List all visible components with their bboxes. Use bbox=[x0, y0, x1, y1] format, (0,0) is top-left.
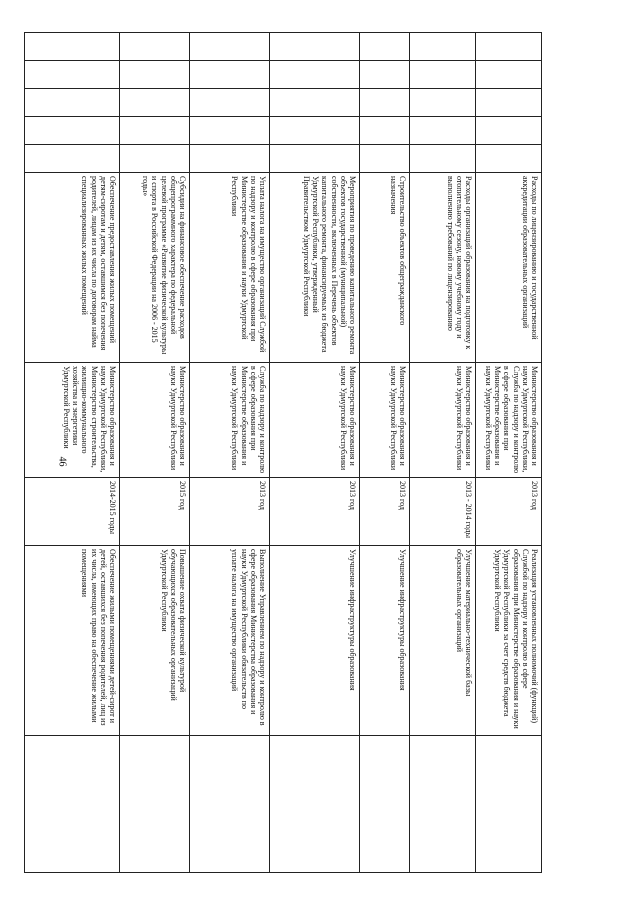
expense-cell: Обеспечение предоставления жилых помещений детям-сиротам и детям, оставшимся без попечения родителей, лицам из их числа по договорам найма специализированных жилых помещений bbox=[25, 173, 120, 363]
program-measures-table bbox=[24, 32, 542, 873]
expense-cell: Мероприятия по проведению капитального ремонта объектов государственной (муниципальной) собственности, включенных в Перечень объектов капитального ремонта, финансируемых из бюджета Удмуртской Республики, утвержденный Правительством Удмуртской Республики bbox=[270, 173, 360, 363]
result-cell: Улучшение инфраструктуры образования bbox=[270, 546, 360, 736]
blank-cell bbox=[25, 33, 120, 61]
blank-cell bbox=[476, 736, 542, 873]
blank-cell bbox=[360, 145, 410, 173]
blank-cell bbox=[410, 61, 476, 89]
blank-cell bbox=[476, 117, 542, 145]
blank-cell bbox=[120, 736, 190, 873]
blank-cell bbox=[120, 89, 190, 117]
blank-cell bbox=[25, 61, 120, 89]
blank-cell bbox=[190, 89, 270, 117]
expense-cell: Расходы организаций образования на подготовку к отопительному сезону, новому учебному году и выполнению требований по лицензированию bbox=[410, 173, 476, 363]
blank-cell bbox=[476, 33, 542, 61]
term-cell: 2013 год bbox=[190, 478, 270, 546]
blank-cell bbox=[120, 61, 190, 89]
blank-cell bbox=[410, 145, 476, 173]
executor-cell: Министерство образования и науки Удмуртской Республики bbox=[360, 363, 410, 478]
blank-cell bbox=[476, 89, 542, 117]
result-cell: Повышение охвата физической культурой обучающихся образовательных организаций Удмуртской Республики bbox=[120, 546, 190, 736]
term-cell: 2013 - 2014 годы bbox=[410, 478, 476, 546]
blank-cell bbox=[190, 33, 270, 61]
blank-cell bbox=[360, 89, 410, 117]
result-cell: Улучшение инфраструктуры образования bbox=[360, 546, 410, 736]
blank-cell bbox=[410, 89, 476, 117]
term-cell: 2014-2015 годы bbox=[25, 478, 120, 546]
table-row bbox=[120, 33, 190, 873]
blank-cell bbox=[410, 33, 476, 61]
blank-cell bbox=[410, 117, 476, 145]
blank-cell bbox=[190, 117, 270, 145]
result-cell: Реализация установленных полномочий (функций) Службой по надзору и контролю в сфере образования при Министерстве образования и науки Удмуртской Республики за счет средств бюджета Удмуртской Республики bbox=[476, 546, 542, 736]
term-cell: 2013 год bbox=[476, 478, 542, 546]
blank-cell bbox=[360, 736, 410, 873]
blank-cell bbox=[270, 89, 360, 117]
blank-cell bbox=[270, 145, 360, 173]
expense-cell: Расходы по лицензированию и государственной аккредитации образовательных организаций bbox=[476, 173, 542, 363]
term-cell: 2013 год bbox=[270, 478, 360, 546]
blank-cell bbox=[270, 117, 360, 145]
table-body bbox=[25, 33, 542, 873]
blank-cell bbox=[270, 33, 360, 61]
executor-cell: Министерство образования и науки Удмуртской Республики bbox=[270, 363, 360, 478]
expense-cell: Уплата налога на имущество организаций Службой по надзору и контролю в сфере образования при Министерстве образования и науки Удмуртской Республики bbox=[190, 173, 270, 363]
expense-cell: Строительство объектов общегражданского назначения bbox=[360, 173, 410, 363]
table-row bbox=[270, 33, 360, 873]
expense-cell: Субсидии на финансовое обеспечение расходов общепрограммного характера по федеральной целевой программе «Развитие физической культуры и спорта в Российской Федерации на 2006 - 2015 годы» bbox=[120, 173, 190, 363]
blank-cell bbox=[190, 61, 270, 89]
term-cell: 2015 год bbox=[120, 478, 190, 546]
term-cell: 2013 год bbox=[360, 478, 410, 546]
table-row bbox=[360, 33, 410, 873]
blank-cell bbox=[190, 736, 270, 873]
blank-cell bbox=[120, 117, 190, 145]
executor-cell: Служба по надзору и контролю в сфере образования при Министерстве образования и науки Удмуртской Республики bbox=[190, 363, 270, 478]
executor-cell: Министерство образования и науки Удмуртской Республики, Министерство строительства, жилищно-коммунального хозяйства и энергетики Удмуртской Республики bbox=[25, 363, 120, 478]
blank-cell bbox=[120, 145, 190, 173]
blank-cell bbox=[190, 145, 270, 173]
blank-cell bbox=[360, 117, 410, 145]
blank-cell bbox=[476, 61, 542, 89]
page-number: 46 bbox=[56, 456, 68, 467]
blank-cell bbox=[270, 736, 360, 873]
executor-cell: Министерство образования и науки Удмуртской Республики, Служба по надзору и контролю в сфере образования при Министерстве образования и науки Удмуртской Республики bbox=[476, 363, 542, 478]
blank-cell bbox=[25, 736, 120, 873]
blank-cell bbox=[25, 145, 120, 173]
blank-cell bbox=[120, 33, 190, 61]
result-cell: Выполнение Управлением по надзору и контролю в сфере образования Министерства образования и науки Удмуртской Республики обязательств по уплате налога на имущество организаций bbox=[190, 546, 270, 736]
table-row bbox=[25, 33, 120, 873]
result-cell: Улучшение материально-технической базы образовательных организаций bbox=[410, 546, 476, 736]
blank-cell bbox=[270, 61, 360, 89]
blank-cell bbox=[25, 117, 120, 145]
blank-cell bbox=[25, 89, 120, 117]
blank-cell bbox=[476, 145, 542, 173]
table-row bbox=[476, 33, 542, 873]
blank-cell bbox=[410, 736, 476, 873]
table-row bbox=[410, 33, 476, 873]
blank-cell bbox=[360, 33, 410, 61]
result-cell: Обеспечение жилыми помещениями детей-сирот и детей, оставшихся без попечения родителей, лиц из их числа, имеющих право на обеспечение жилыми помещениями bbox=[25, 546, 120, 736]
table-row bbox=[190, 33, 270, 873]
blank-cell bbox=[360, 61, 410, 89]
executor-cell: Министерство образования и науки Удмуртской Республики bbox=[410, 363, 476, 478]
executor-cell: Министерство образования и науки Удмуртской Республики bbox=[120, 363, 190, 478]
